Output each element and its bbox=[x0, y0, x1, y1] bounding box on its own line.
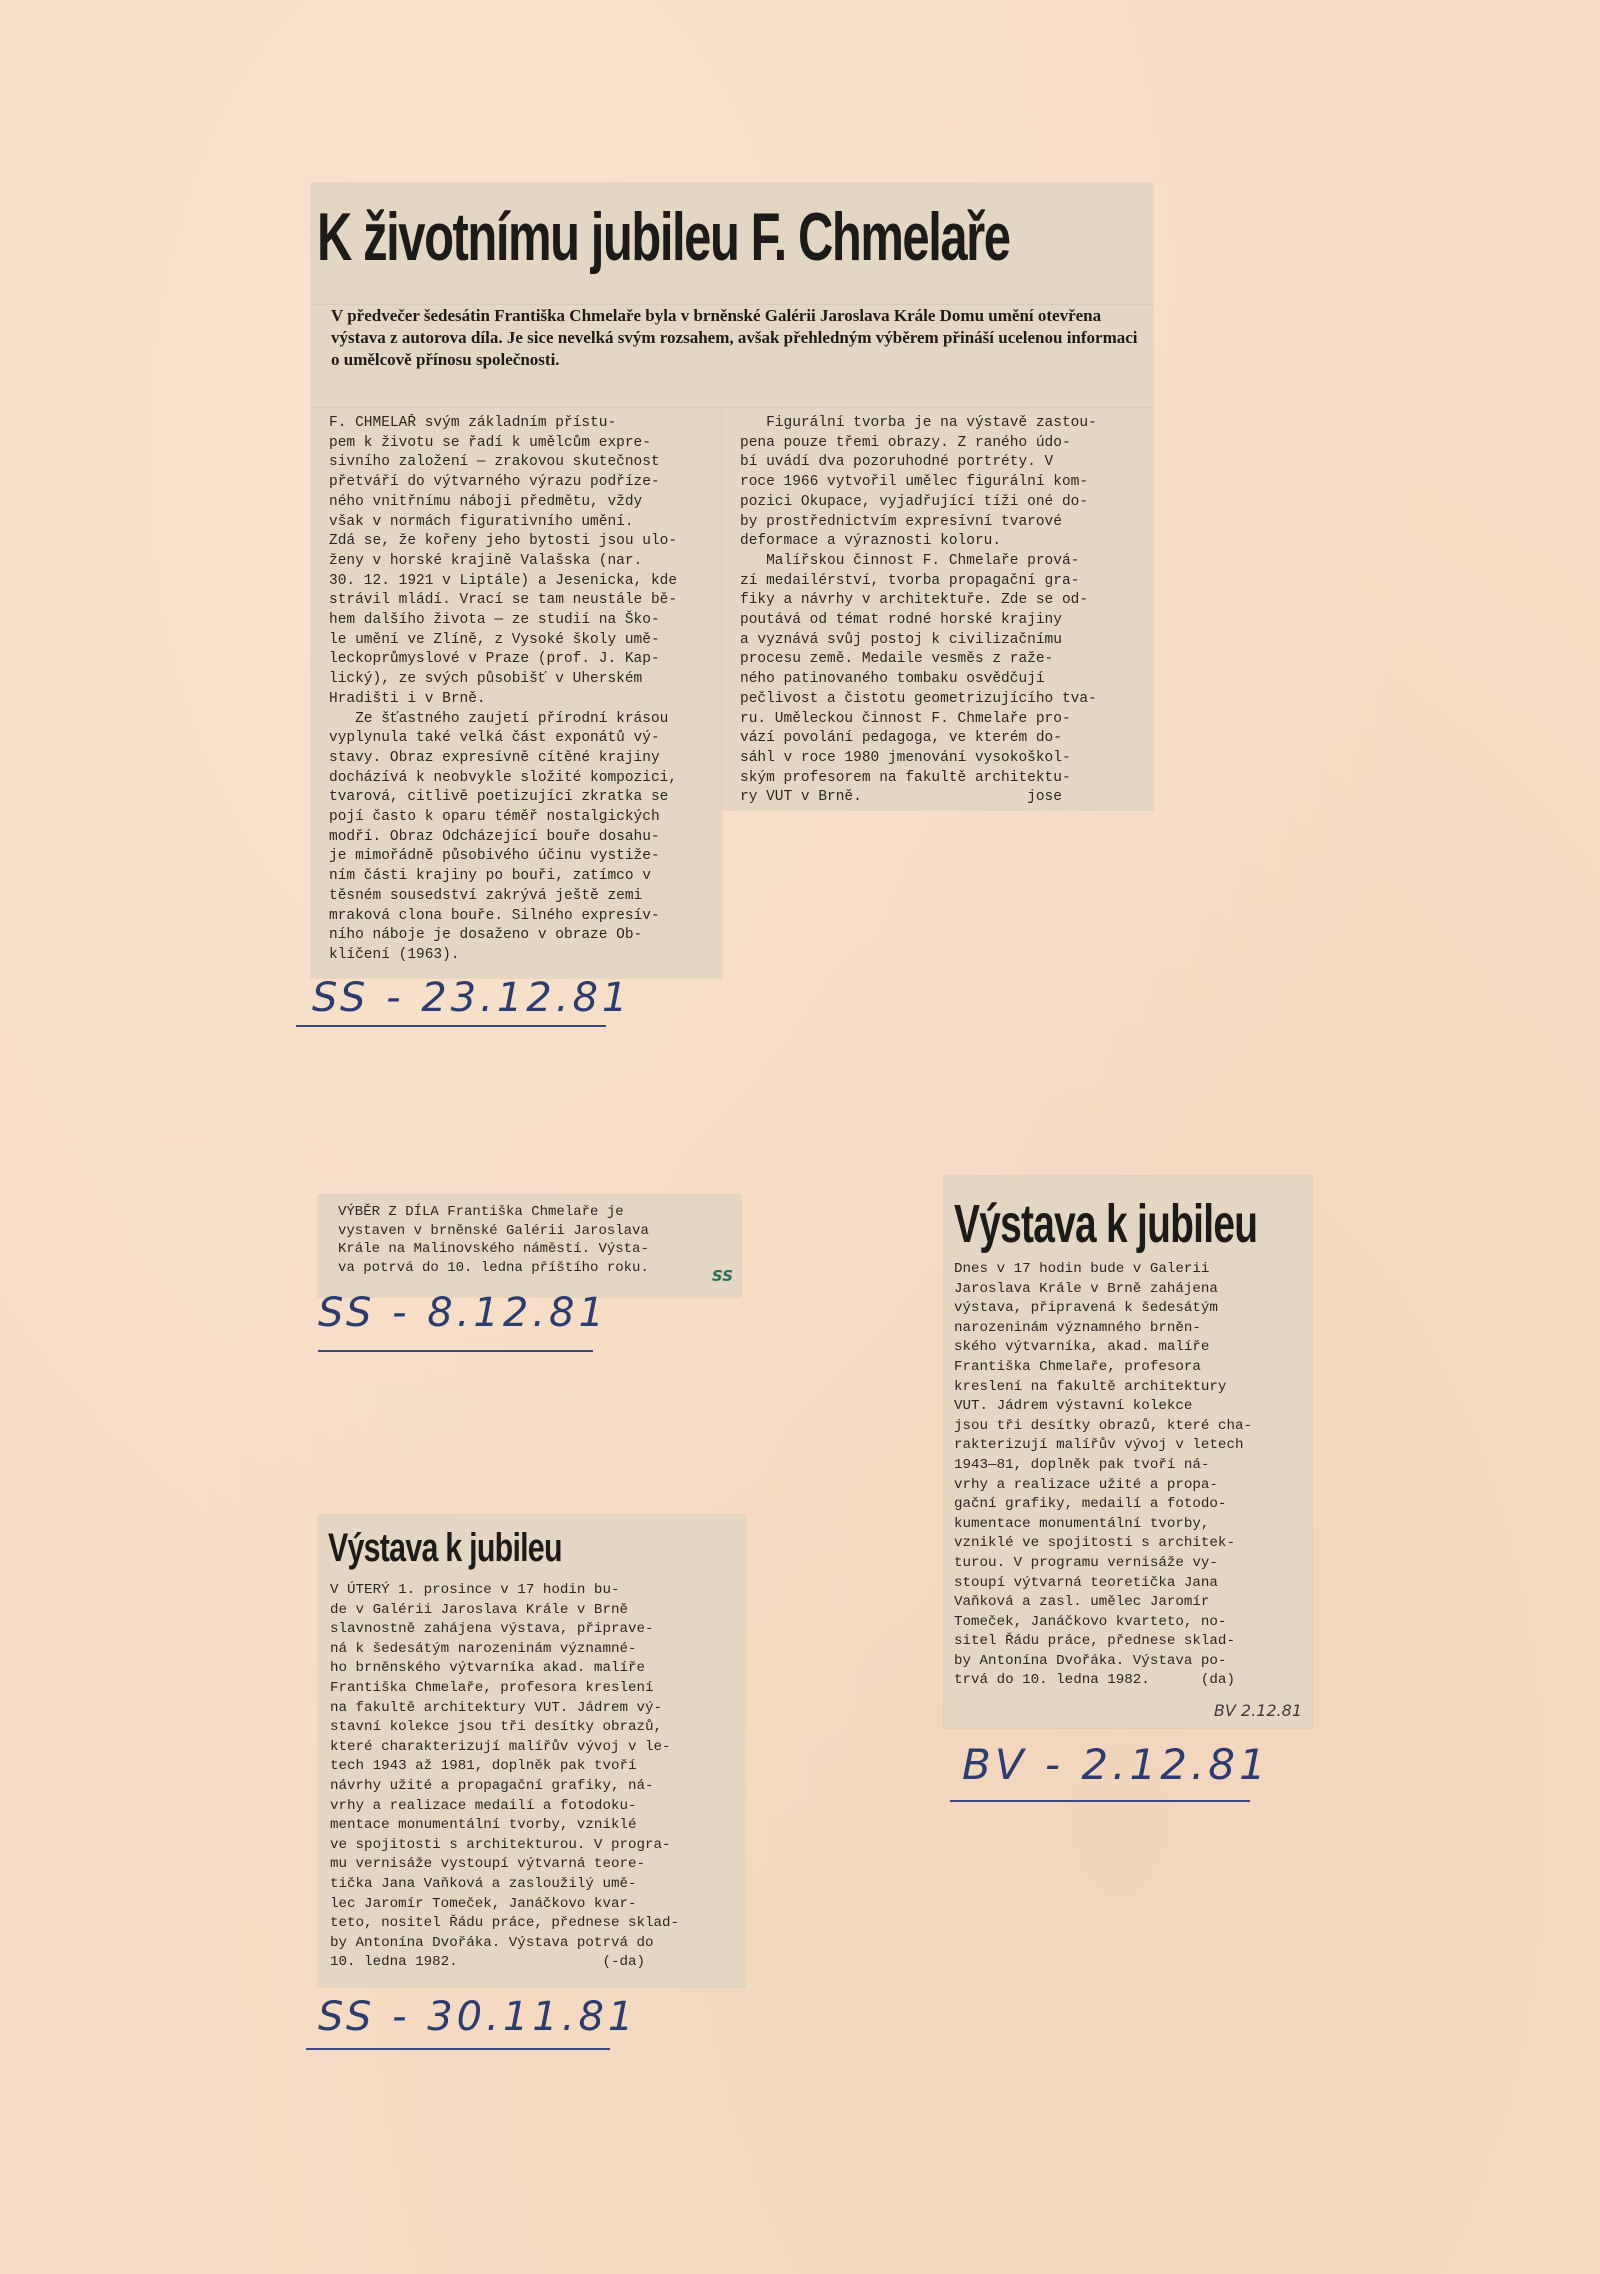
main-article-date-underline bbox=[296, 1025, 606, 1027]
small-notice-signature: SS bbox=[711, 1267, 733, 1285]
bottom-article-clipping bbox=[318, 1515, 745, 1987]
right-article-text: Dnes v 17 hodin bude v Galerii Jaroslava Krále v Brně zahájena výstava, připravená k šedesátým narozeninám významného brněn- ského výtvarníka, akad. malíře Františka Chmelaře, profesora kreslení na fakultě architektury VUT. Jádrem výstavní kolekce jsou tři desítky obrazů, které cha- rakterizují malířův vývoj v letech 1943—81, doplněk pak tvoří ná- vrhy a realizace užité a propa- gační grafiky, medailí a fotodo- kumentace monumentální tvorby, vzniklé ve spojitosti s architek- turou. V programu vernisáže vy- stoupí výtvarná teoretička Jana Vaňková a zasl. umělec Jaromír Tomeček, Janáčkovo kvarteto, no- sitel Řádu práce, přednese sklad- by Antonína Dvořáka. Výstava po- trvá do 10. ledna 1982. (da) bbox=[954, 1261, 1252, 1689]
right-article-stamp: BV 2.12.81 bbox=[1213, 1701, 1302, 1720]
right-article-title: Výstava k jubileu bbox=[954, 1194, 1258, 1254]
main-article-lead bbox=[311, 305, 1153, 408]
small-notice-date-underline bbox=[318, 1350, 593, 1352]
main-article-column-1-text: F. CHMELAŘ svým základním přístu- pem k životu se řadí k umělcům expre- sivního založení — zrakovou skutečnost přetváří do výtvarného výrazu podříze- ného vnitřnímu náboji předmětu, vždy však v normách figurativního umění. Zdá se, že kořeny jeho bytosti jsou ulo- ženy v horské krajině Valašska (nar. 30. 12. 1921 v Liptále) a Jesenicka, kde strávil mládí. Vrací se tam neustále bě- hem dalšího života — ze studií na Ško- le umění ve Zlíně, z Vysoké školy umě- leckoprůmyslové v Praze (prof. J. Kap- lický), ze svých působišť v Uherském Hradišti i v Brně. Ze šťastného zaujetí přírodní krásou vyplynula také velká část exponátů vý- stavy. Obraz expresívně cítěné krajiny docházívá k neobvykle složité kompozici, tvarová, citlivě poetizující zkratka se pojí často k oparu téměř nostalgických modří. Obraz Odcházející bouře dosahu- je mimořádně působivého účinu vystiže- ním části krajiny po bouři, zatímco v těsném sousedství zakrývá ještě zemi mraková clona bouře. Silného expresív- ního náboje je dosaženo v obraze Ob- klíčení (1963). bbox=[329, 415, 678, 963]
right-article-date-underline bbox=[950, 1800, 1250, 1802]
small-notice-text: VÝBĚR Z DÍLA Františka Chmelaře je vystaven v brněnské Galérii Jaroslava Krále na Malinovského náměstí. Výsta- va potrvá do 10. ledna příštího roku. bbox=[338, 1204, 649, 1276]
small-notice-handwritten-date: SS - 8.12.81 bbox=[318, 1290, 608, 1336]
bottom-article-handwritten-date: SS - 30.11.81 bbox=[318, 1994, 638, 2040]
main-article-column-1 bbox=[311, 408, 722, 978]
main-article-column-2-text: Figurální tvorba je na výstavě zastou- pena pouze třemi obrazy. Z raného údo- bí uvádí dva pozoruhodné portréty. V roce 1966 vytvořil umělec figurální kom- pozici Okupace, vyjadřující tíži oné do- by prostřednictvím expresívní tvarové deformace a výraznosti koloru. Malířskou činnost F. Chmelaře prová- zí medailérství, tvorba propagační gra- fiky a návrhy v architektuře. Zde se od- poutává od témat rodné horské krajiny a vyznává svůj postoj k civilizačnímu procesu země. Medaile vesměs z raže- ného patinovaného tombaku osvědčují pečlivost a čistotu geometrizujícího tva- ru. Uměleckou činnost F. Chmelaře pro- vází povolání pedagoga, ve kterém do- sáhl v roce 1980 jmenování vysokoškol- ským profesorem na fakultě architektu- ry VUT v Brně. jose bbox=[740, 415, 1097, 806]
bottom-article-text: V ÚTERÝ 1. prosince v 17 hodin bu- de v Galérii Jaroslava Krále v Brně slavnostně zahájena výstava, připrave- ná k šedesátým narozeninám významné- ho brněnského výtvarníka akad. malíře Františka Chmelaře, profesora kreslení na fakultě architektury VUT. Jádrem vý- stavní kolekce jsou tři desítky obrazů, které charakterizují malířův vývoj v le- tech 1943 až 1981, doplněk pak tvoří návrhy užité a propagační grafiky, ná- vrhy a realizace medailí a fotodoku- mentace monumentální tvorby, vzniklé ve spojitosti s architekturou. V progra- mu vernisáže vystoupí výtvarná teore- tička Jana Vaňková a zasloužilý umě- lec Jaromír Tomeček, Janáčkovo kvar- teto, nositel Řádu práce, přednese sklad- by Antonína Dvořáka. Výstava potrvá do 10. ledna 1982. (-da) bbox=[330, 1582, 680, 1971]
main-article-handwritten-date: SS - 23.12.81 bbox=[312, 975, 632, 1021]
main-article-header bbox=[311, 183, 1153, 305]
right-article-clipping bbox=[944, 1176, 1312, 1728]
right-article-handwritten-date: BV - 2.12.81 bbox=[962, 1740, 1270, 1789]
bottom-article-date-underline bbox=[306, 2048, 610, 2050]
bottom-article-title: Výstava k jubileu bbox=[328, 1526, 562, 1570]
main-article-title: K životnímu jubileu F. Chmelaře bbox=[317, 199, 1010, 275]
main-article-lead-text: V předvečer šedesátin Františka Chmelaře byla v brněnské Galérii Jaroslava Krále Domu umění otevřena výstava z autorova díla. Je sice nevelká svým rozsahem, avšak přehledným výběrem přináší ucelenou informaci o umělcově přínosu společnosti. bbox=[331, 306, 1138, 369]
main-article-column-2 bbox=[722, 408, 1153, 810]
small-notice-clipping bbox=[318, 1195, 741, 1297]
